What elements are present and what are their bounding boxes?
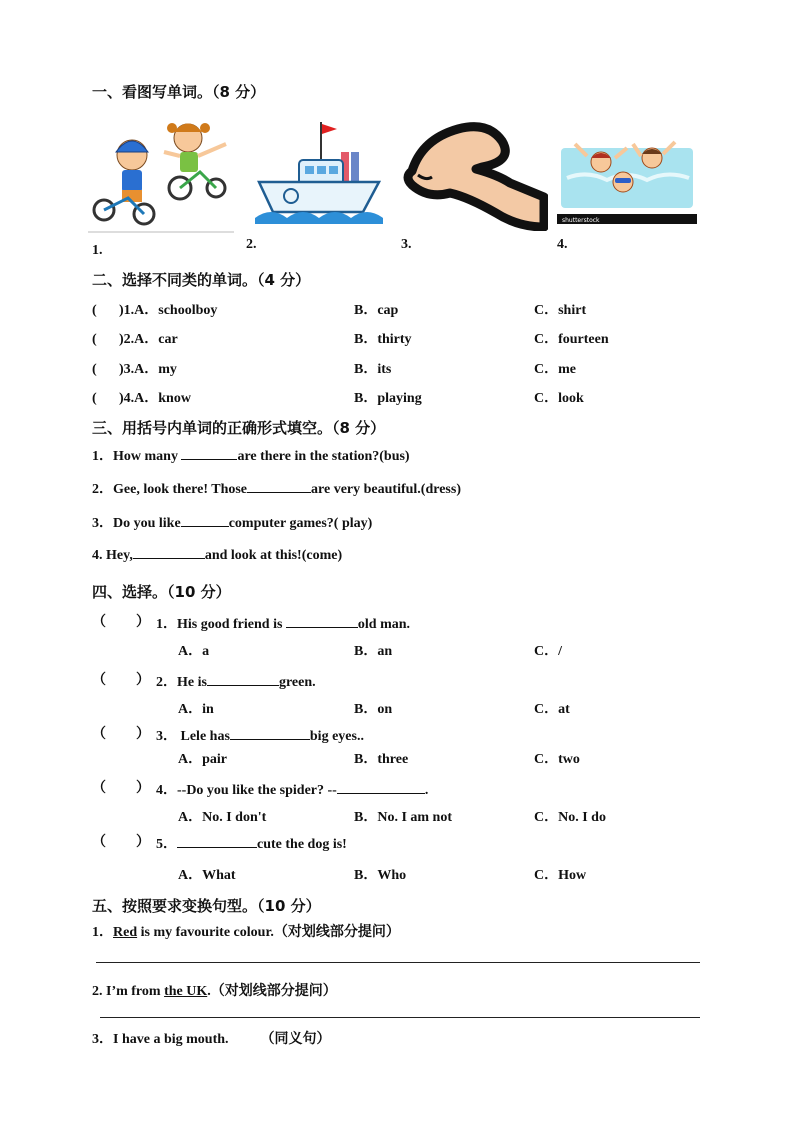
s4-q5-option-b: B．Who xyxy=(354,868,407,883)
s3-q3-text-post: computer games?( play) xyxy=(228,516,373,531)
s2-row2-option-c: C．fourteen xyxy=(534,332,609,347)
s4-q2-text: 2．He is xyxy=(156,675,207,690)
s4-q3-paren-open: （ xyxy=(92,727,106,742)
s4-q2-paren-close: ） xyxy=(136,673,150,688)
s4-q3-text: 3． Lele has xyxy=(156,729,230,744)
s5-q1-text-post: is my favourite colour.（对划线部分提问） xyxy=(137,925,400,940)
s4-q2-text-post: green. xyxy=(278,675,316,690)
s5-q2-text-pre: 2. I’m from xyxy=(92,984,165,999)
s2-row2-option-b: B．thirty xyxy=(354,332,412,347)
s4-question-3 xyxy=(156,726,364,746)
s5-question-3 xyxy=(92,1031,331,1049)
s3-q4-text-pre: 4. Hey, xyxy=(92,548,133,563)
s4-q4-option-a: A．No. I don't xyxy=(178,810,267,825)
section-4-heading: 四、选择。（10 分） xyxy=(92,583,231,601)
s4-q5-option-c: C．How xyxy=(534,868,587,883)
s4-q1-option-a: A．a xyxy=(178,644,210,659)
arm-picture xyxy=(398,113,548,231)
s2-row1-option-a: )1.A．schoolboy xyxy=(119,303,218,318)
picture-label-3: 3. xyxy=(401,237,412,252)
s3-question-4 xyxy=(92,545,342,565)
s3-q4-blank[interactable] xyxy=(133,545,205,559)
s4-q4-paren-open: （ xyxy=(92,781,106,796)
s3-q2-text-pre: 2．Gee, look there! Those xyxy=(92,482,248,497)
s2-row3-option-b: B．its xyxy=(354,362,392,377)
s2-row2-option-a: )2.A．car xyxy=(119,332,178,347)
s4-q3-option-b: B．three xyxy=(354,752,409,767)
s5-answer-line-1[interactable] xyxy=(96,962,700,963)
s4-q4-text: 4．--Do you like the spider? -- xyxy=(156,783,337,798)
s5-q3-text: 3．I have a big mouth. xyxy=(92,1032,229,1047)
s4-q5-paren-close: ） xyxy=(136,835,150,850)
s4-q1-blank[interactable] xyxy=(286,614,358,628)
s4-q3-paren-close: ） xyxy=(136,727,150,742)
s2-row4-option-c: C．look xyxy=(534,391,584,406)
section-1-heading: 一、看图写单词。（8 分） xyxy=(92,83,266,101)
section-5-heading: 五、按照要求变换句型。（10 分） xyxy=(92,897,321,915)
s4-q3-blank[interactable] xyxy=(230,726,310,740)
s5-question-2 xyxy=(92,983,337,1001)
s5-answer-line-2[interactable] xyxy=(100,1017,700,1018)
s4-q2-option-b: B．on xyxy=(354,702,393,717)
s3-q2-text-post: are very beautiful.(dress) xyxy=(311,482,461,497)
picture-label-1: 1. xyxy=(92,243,103,258)
picture-label-2: 2. xyxy=(246,237,257,252)
watermark-text: shutterstock xyxy=(562,217,600,224)
s4-q4-option-b: B．No. I am not xyxy=(354,810,453,825)
s3-question-2 xyxy=(92,479,461,499)
s2-row1-paren: ( xyxy=(92,303,97,318)
s5-q3-note: （同义句） xyxy=(260,1032,331,1047)
s3-question-3 xyxy=(92,513,372,533)
s4-q3-option-a: A．pair xyxy=(178,752,227,767)
s4-q3-option-c: C．two xyxy=(534,752,580,767)
s2-row4-paren: ( xyxy=(92,391,97,406)
section-3-heading: 三、用括号内单词的正确形式填空。（8 分） xyxy=(92,419,386,437)
picture-label-4: 4. xyxy=(557,237,568,252)
kids-tricycle-picture xyxy=(88,110,234,236)
s2-row2-paren: ( xyxy=(92,332,97,347)
s4-q5-blank[interactable] xyxy=(177,834,257,848)
s3-q1-text-post: are there in the station?(bus) xyxy=(237,449,410,464)
s4-q3-text-post: big eyes.. xyxy=(309,729,364,744)
s2-row3-paren: ( xyxy=(92,362,97,377)
s2-row1-option-c: C．shirt xyxy=(534,303,587,318)
s5-q2-text-post: .（对划线部分提问） xyxy=(207,984,337,999)
s4-q2-option-c: C．at xyxy=(534,702,570,717)
s3-question-1 xyxy=(92,446,410,466)
s5-q1-underlined: Red xyxy=(113,925,138,940)
s4-q5-paren-open: （ xyxy=(92,835,106,850)
s4-q2-option-a: A．in xyxy=(178,702,214,717)
s4-q1-option-c: C．/ xyxy=(534,644,562,659)
s4-question-1 xyxy=(156,614,410,634)
s4-question-2 xyxy=(156,672,316,692)
s3-q1-blank[interactable] xyxy=(181,446,237,460)
boat-picture xyxy=(255,120,385,226)
s2-row4-option-b: B．playing xyxy=(354,391,422,406)
swimming-picture xyxy=(557,118,697,226)
s4-q5-text-post: cute the dog is! xyxy=(257,837,347,852)
s4-q1-text-post: old man. xyxy=(357,617,411,632)
s5-q1-number: 1． xyxy=(92,925,113,940)
s3-q4-text-post: and look at this!(come) xyxy=(204,548,343,563)
s4-q1-paren-close: ） xyxy=(136,615,150,630)
s4-q4-blank[interactable] xyxy=(337,780,425,794)
s4-q4-option-c: C．No. I do xyxy=(534,810,606,825)
s2-row1-option-b: B．cap xyxy=(354,303,399,318)
s3-q3-blank[interactable] xyxy=(181,513,229,527)
s5-question-1 xyxy=(92,924,400,942)
s4-q1-text: 1．His good friend is xyxy=(156,617,286,632)
s4-question-4 xyxy=(156,780,428,800)
s3-q1-text-pre: 1．How many xyxy=(92,449,182,464)
s4-q4-text-post: . xyxy=(424,783,429,798)
s4-q1-paren-open: （ xyxy=(92,615,106,630)
s3-q2-blank[interactable] xyxy=(247,479,311,493)
s2-row3-option-c: C．me xyxy=(534,362,576,377)
s4-q5-text: 5． xyxy=(156,837,177,852)
s2-row4-option-a: )4.A．know xyxy=(119,391,191,406)
s4-question-5 xyxy=(156,834,347,854)
s4-q5-option-a: A．What xyxy=(178,868,236,883)
s3-q3-text-pre: 3．Do you like xyxy=(92,516,181,531)
s4-q1-option-b: B．an xyxy=(354,644,393,659)
s4-q4-paren-close: ） xyxy=(136,781,150,796)
s5-q2-underlined: the UK xyxy=(164,984,208,999)
s4-q2-blank[interactable] xyxy=(207,672,279,686)
s4-q2-paren-open: （ xyxy=(92,673,106,688)
section-2-heading: 二、选择不同类的单词。（4 分） xyxy=(92,271,311,289)
s2-row3-option-a: )3.A．my xyxy=(119,362,177,377)
